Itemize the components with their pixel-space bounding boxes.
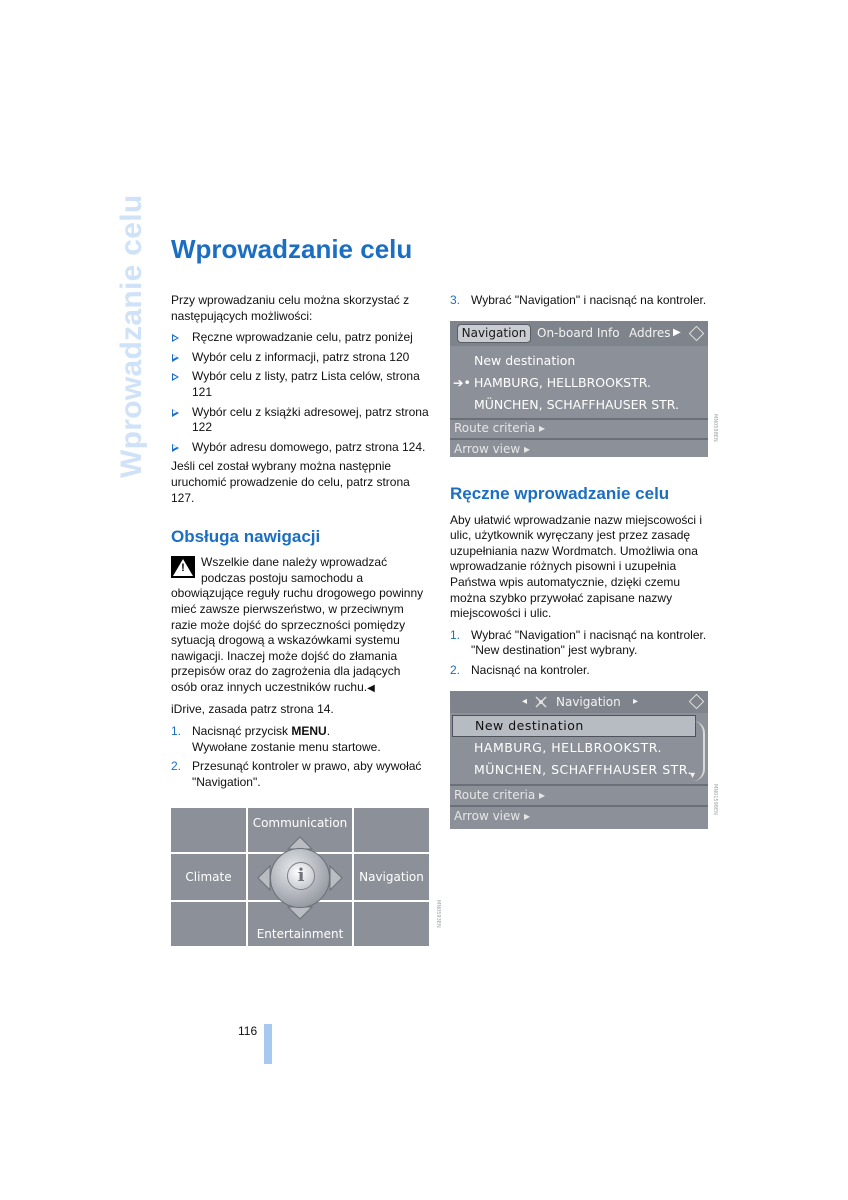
manual-entry-text: Aby ułatwić wprowadzanie nazw miejscowości i ulic, użytkownik wyręczany jest przez zasadę uzupełniania nazw Wordmatch. Umożliwia ona wprowadzanie różnych pisowni i uzupełnia Państwa wpis automatycznie, dzięki czemu można szybko przywołać zapisane nazwy miejscowości i ulic. — [450, 512, 703, 621]
navigation-tabs-screen — [450, 321, 708, 457]
left-column — [171, 293, 429, 796]
row-hamburg[interactable]: HAMBURG, HELLBROOKSTR. — [474, 739, 662, 755]
page-marker-bar — [264, 1024, 272, 1064]
intro-text: Przy wprowadzaniu celu można skorzystać z następujących możliwości: — [171, 293, 410, 323]
info-icon: i — [287, 862, 315, 890]
row-marker-icon: ➔• — [453, 374, 471, 390]
side-chapter-title: Wprowadzanie celu — [115, 194, 148, 478]
header-navigation: Navigation — [556, 694, 621, 709]
list-item: 2. Nacisnąć na kontroler. — [450, 662, 590, 677]
right-column — [450, 293, 712, 829]
tab-onboard-info[interactable]: On-board Info — [537, 325, 620, 340]
row-hamburg[interactable]: HAMBURG, HELLBROOKSTR. — [474, 374, 651, 390]
menu-key-label: MENU — [291, 724, 327, 739]
route-criteria-button[interactable]: Route criteria ▸ — [454, 420, 546, 435]
image-code: MN01598EN — [712, 784, 718, 815]
row-muenchen[interactable]: MÜNCHEN, SCHAFFHAUSER STR. — [474, 761, 692, 777]
tab-scroll-right-icon[interactable]: ▶ — [673, 326, 681, 338]
bullet-triangle-icon — [172, 409, 179, 417]
arrow-view-button[interactable]: Arrow view ▸ — [454, 441, 531, 456]
row-new-destination-selected[interactable]: New destination — [452, 715, 696, 737]
list-item: 1. Wybrać "Navigation" i nacisnąć na kontroler. "New destination" jest wybrany. — [450, 627, 707, 658]
menu-communication[interactable]: Communication — [248, 808, 352, 852]
idrive-reference: iDrive, zasada patrz strona 14. — [171, 702, 334, 717]
menu-entertainment[interactable]: Entertainment — [248, 902, 352, 946]
image-code: MN0593EN — [435, 900, 441, 928]
page-title: Wprowadzanie celu — [171, 234, 413, 264]
options-list — [171, 330, 429, 455]
page-number: 116 — [238, 1024, 258, 1038]
bullet-triangle-icon — [172, 354, 179, 362]
row-new-destination[interactable]: New destination — [474, 352, 576, 368]
section-title-manual-entry: Ręczne wprowadzanie celu — [450, 483, 670, 503]
row-muenchen[interactable]: MÜNCHEN, SCHAFFHAUSER STR. — [474, 396, 679, 412]
route-criteria-button[interactable]: Route criteria ▸ — [454, 787, 546, 802]
list-item: Wybór adresu domowego, patrz strona 124. — [171, 440, 429, 456]
warning-block — [171, 555, 429, 696]
end-marker-icon: ◀ — [367, 682, 375, 694]
steps-list-top — [450, 293, 712, 309]
list-item: 3. Wybrać "Navigation" i nacisnąć na kontroler. — [450, 293, 707, 307]
list-item: Wybór celu z książki adresowej, patrz strona 122 — [171, 405, 429, 436]
warning-text: Wszelkie dane należy wprowadzać podczas postoju samochodu a obowiązujące reguły ruchu drogowego powinny mieć zawsze pierwszeństwo, w przeciwnym razie może dojść do sprzeczności pomiędzy sytuacją drogową a wskazówkami systemu nawigacji. Inaczej może dojść do złamania przepisów oraz do zagrożenia dla jadących osób oraz innych uczestników ruchu. — [171, 555, 424, 694]
bullet-triangle-icon — [172, 373, 179, 381]
list-item: 2. Przesunąć kontroler w prawo, aby wywołać "Navigation". — [171, 759, 422, 789]
header-right-arrow-icon: ▸ — [633, 695, 639, 707]
header-left-arrow-icon: ◂ — [522, 695, 528, 707]
scroll-down-icon: ▾ — [690, 769, 696, 781]
bullet-triangle-icon — [172, 444, 179, 452]
list-item: Ręczne wprowadzanie celu, patrz poniżej — [171, 330, 429, 346]
satellite-icon — [534, 695, 548, 709]
section-title-navigation: Obsługa nawigacji — [171, 527, 321, 547]
steps-list-left — [171, 724, 429, 790]
image-code: MN0598EN — [712, 414, 718, 442]
steps-list-right — [450, 628, 712, 679]
list-item: Wybór celu z informacji, patrz strona 120 — [171, 350, 429, 366]
list-item: Wybór celu z listy, patrz Lista celów, strona 121 — [171, 369, 429, 400]
new-destination-screen — [450, 691, 708, 829]
warning-icon: ! — [171, 556, 195, 578]
bullet-triangle-icon — [172, 334, 179, 342]
after-list-text: Jeśli cel został wybrany można następnie uruchomić prowadzenie do celu, patrz strona 127. — [171, 459, 410, 505]
menu-climate[interactable]: Climate — [171, 854, 246, 900]
tab-navigation[interactable]: Navigation — [457, 324, 531, 343]
arrow-view-button[interactable]: Arrow view ▸ — [454, 808, 531, 823]
list-item: 1. Nacisnąć przycisk MENU. Wywołane zostanie menu startowe. — [171, 724, 381, 754]
menu-navigation[interactable]: Navigation — [354, 854, 429, 900]
tab-address[interactable]: Addres — [629, 325, 671, 340]
